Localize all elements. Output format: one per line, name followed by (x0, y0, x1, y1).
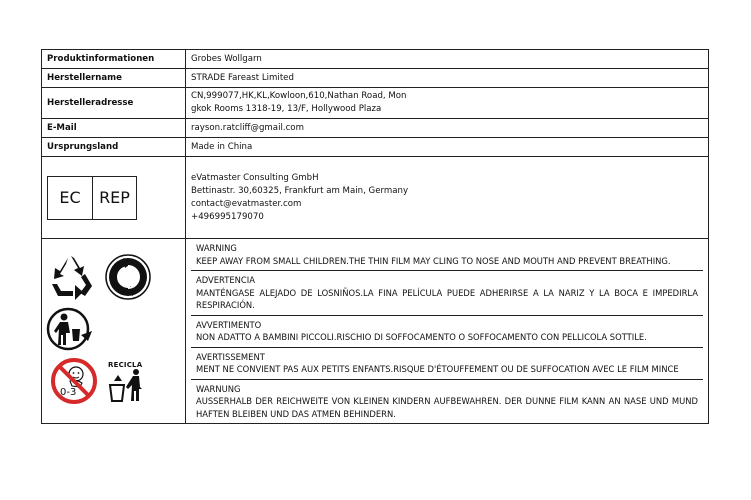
warning-fr-title: AVERTISSEMENT (196, 351, 265, 362)
recicla-icon (106, 367, 148, 403)
value-product-info: Grobes Wollgarn (186, 50, 709, 69)
warning-fr (191, 348, 703, 380)
symbols-cell (42, 239, 186, 424)
ec-rep-logo (47, 176, 137, 220)
value-email: rayson.ratcliff@gmail.com (186, 119, 709, 138)
ec-rep-address: Bettinastr. 30,60325, Frankfurt am Main, Germany (191, 185, 409, 196)
warning-es-text: MANTÉNGASE ALEJADO DE LOSNIÑOS.LA FINA PELÍCULA PUEDE ADHERIRSE A LA NARIZ Y LA BOCA E IMPEDIRLA RESPIRACIÓN. (196, 287, 698, 310)
label-manufacturer-name: Herstellername (42, 69, 186, 88)
address-line-1: CN,999077,HK,KL,Kowloon,610,Nathan Road, Mon (191, 91, 407, 101)
age-0-3-warning-icon (50, 357, 98, 405)
recycle-arrows-icon (47, 254, 95, 300)
warning-es (191, 271, 703, 316)
ec-rep-logo-cell (42, 157, 186, 239)
table-row (42, 69, 709, 88)
label-country-of-origin: Ursprungsland (42, 138, 186, 157)
warning-de-text: AUSSERHALB DER REICHWEITE VON KLEINEN KINDERN AUFBEWAHREN. DER DUNNE FILM KANN AN NASE UND MUND HAFTEN BLEIBEN UND DAS ATMEN BEHINDERN. (196, 396, 698, 419)
warning-fr-text: MENT NE CONVIENT PAS AUX PETITS ENFANTS.RISQUE D'ÉTOUFFEMENT OU DE SUFFOCATION AVEC LE FILM MINCE (196, 364, 679, 374)
value-manufacturer-address (186, 88, 709, 119)
table-row (42, 88, 709, 119)
warning-it-title: AVVERTIMENTO (196, 319, 262, 330)
ec-rep-logo-rep: REP (99, 188, 130, 207)
label-manufacturer-address: Herstelleradresse (42, 88, 186, 119)
value-country-of-origin: Made in China (186, 138, 709, 157)
label-email: E-Mail (42, 119, 186, 138)
warning-en (191, 239, 703, 271)
ec-rep-email: contact@evatmaster.com (191, 198, 302, 209)
table-row (42, 157, 709, 239)
ec-rep-company: eVatmaster Consulting GmbH (191, 172, 319, 183)
label-product-info: Produktinformationen (42, 50, 186, 69)
age-warning-label: 0-3 (60, 387, 77, 398)
warnings-cell (186, 239, 709, 424)
ec-rep-details (186, 157, 709, 239)
warning-it (191, 316, 703, 348)
value-manufacturer-name: STRADE Fareast Limited (186, 69, 709, 88)
warning-es-title: ADVERTENCIA (196, 275, 255, 285)
table-row (42, 50, 709, 69)
table-row (42, 119, 709, 138)
tidyman-recycle-icon (46, 305, 94, 353)
warning-de (191, 380, 703, 424)
warning-de-title: WARNUNG (196, 383, 241, 394)
warning-en-title: WARNING (196, 243, 237, 253)
ec-rep-logo-ec: EC (48, 177, 93, 219)
table-row (42, 239, 709, 424)
warning-en-text: KEEP AWAY FROM SMALL CHILDREN.THE THIN FILM MAY CLING TO NOSE AND MOUTH AND PREVENT BREATHING. (196, 255, 671, 266)
warning-it-text: NON ADATTO A BAMBINI PICCOLI.RISCHIO DI SOFFOCAMENTO O SOFFOCAMENTO CON PELLICOLA SOTTILE. (196, 332, 647, 342)
green-dot-icon (105, 254, 151, 300)
table-row (42, 138, 709, 157)
address-line-2: gkok Rooms 1318-19, 13/F, Hollywood Plaza (191, 104, 382, 114)
recicla-label: RECICLA (108, 361, 143, 369)
ec-rep-phone: +496995179070 (191, 211, 264, 222)
product-info-table (41, 49, 709, 424)
